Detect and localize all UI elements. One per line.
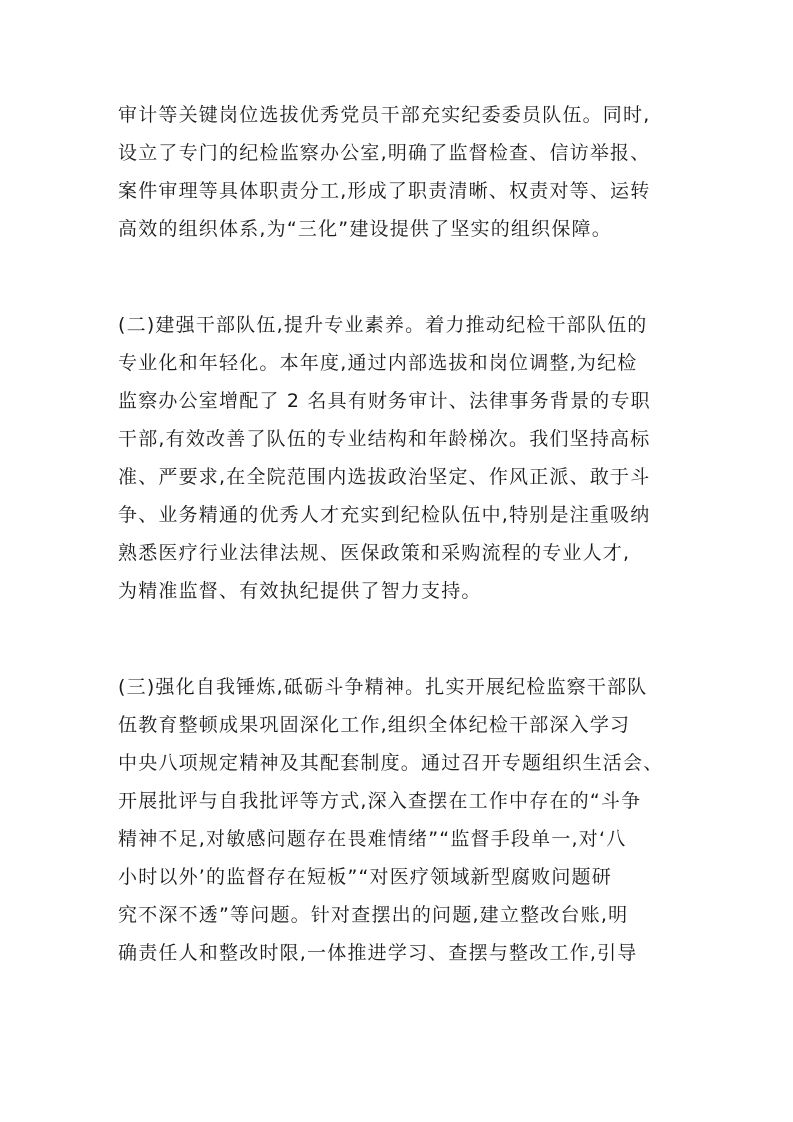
text-line: 监察办公室增配了 2 名具有财务审计、法律事务背景的专职: [118, 390, 651, 412]
text-line: 争、业务精通的优秀人才充实到纪检队伍中,特别是注重吸纳: [118, 504, 651, 526]
text-line: 精神不足,对敏感问题存在畏难情绪”“监督手段单一,对‘八: [118, 828, 627, 850]
text-line: (三)强化自我锤炼,砥砺斗争精神。扎实开展纪检监察干部队: [118, 676, 648, 698]
text-line: 高效的组织体系,为“三化”建设提供了坚实的组织保障。: [118, 218, 612, 240]
text-line: (二)建强干部队伍,提升专业素养。着力推动纪检干部队伍的: [118, 314, 648, 336]
text-line: 为精准监督、有效执纪提供了智力支持。: [118, 580, 482, 602]
text-line: 确责任人和整改时限,一体推进学习、查摆与整改工作,引导: [118, 942, 638, 964]
text-line: 中央八项规定精神及其配套制度。通过召开专题组织生活会、: [118, 752, 664, 774]
text-line: 审计等关键岗位选拔优秀党员干部充实纪委委员队伍。同时,: [118, 104, 651, 126]
paragraph-cadre-team: [118, 306, 698, 610]
text-line: 究不深不透”等问题。针对查摆出的问题,建立整改台账,明: [118, 904, 629, 926]
text-line: 设立了专门的纪检监察办公室,明确了监督检查、信访举报、: [118, 142, 651, 164]
text-line: 干部,有效改善了队伍的专业结构和年龄梯次。我们坚持高标: [118, 428, 651, 450]
text-line: 熟悉医疗行业法律法规、医保政策和采购流程的专业人才,: [118, 542, 631, 564]
text-line: 专业化和年轻化。本年度,通过内部选拔和岗位调整,为纪检: [118, 352, 638, 374]
text-line: 案件审理等具体职责分工,形成了职责清晰、权责对等、运转: [118, 180, 651, 202]
paragraph-organization-system: [118, 96, 698, 248]
paragraph-self-discipline: [118, 668, 698, 972]
text-line: 伍教育整顿成果巩固深化工作,组织全体纪检干部深入学习: [118, 714, 631, 736]
text-line: 开展批评与自我批评等方式,深入查摆在工作中存在的“斗争: [118, 790, 642, 812]
text-line: 准、严要求,在全院范围内选拔政治坚定、作风正派、敢于斗: [118, 466, 651, 488]
text-line: 小时以外’的监督存在短板”“对医疗领域新型腐败问题研: [118, 866, 612, 888]
